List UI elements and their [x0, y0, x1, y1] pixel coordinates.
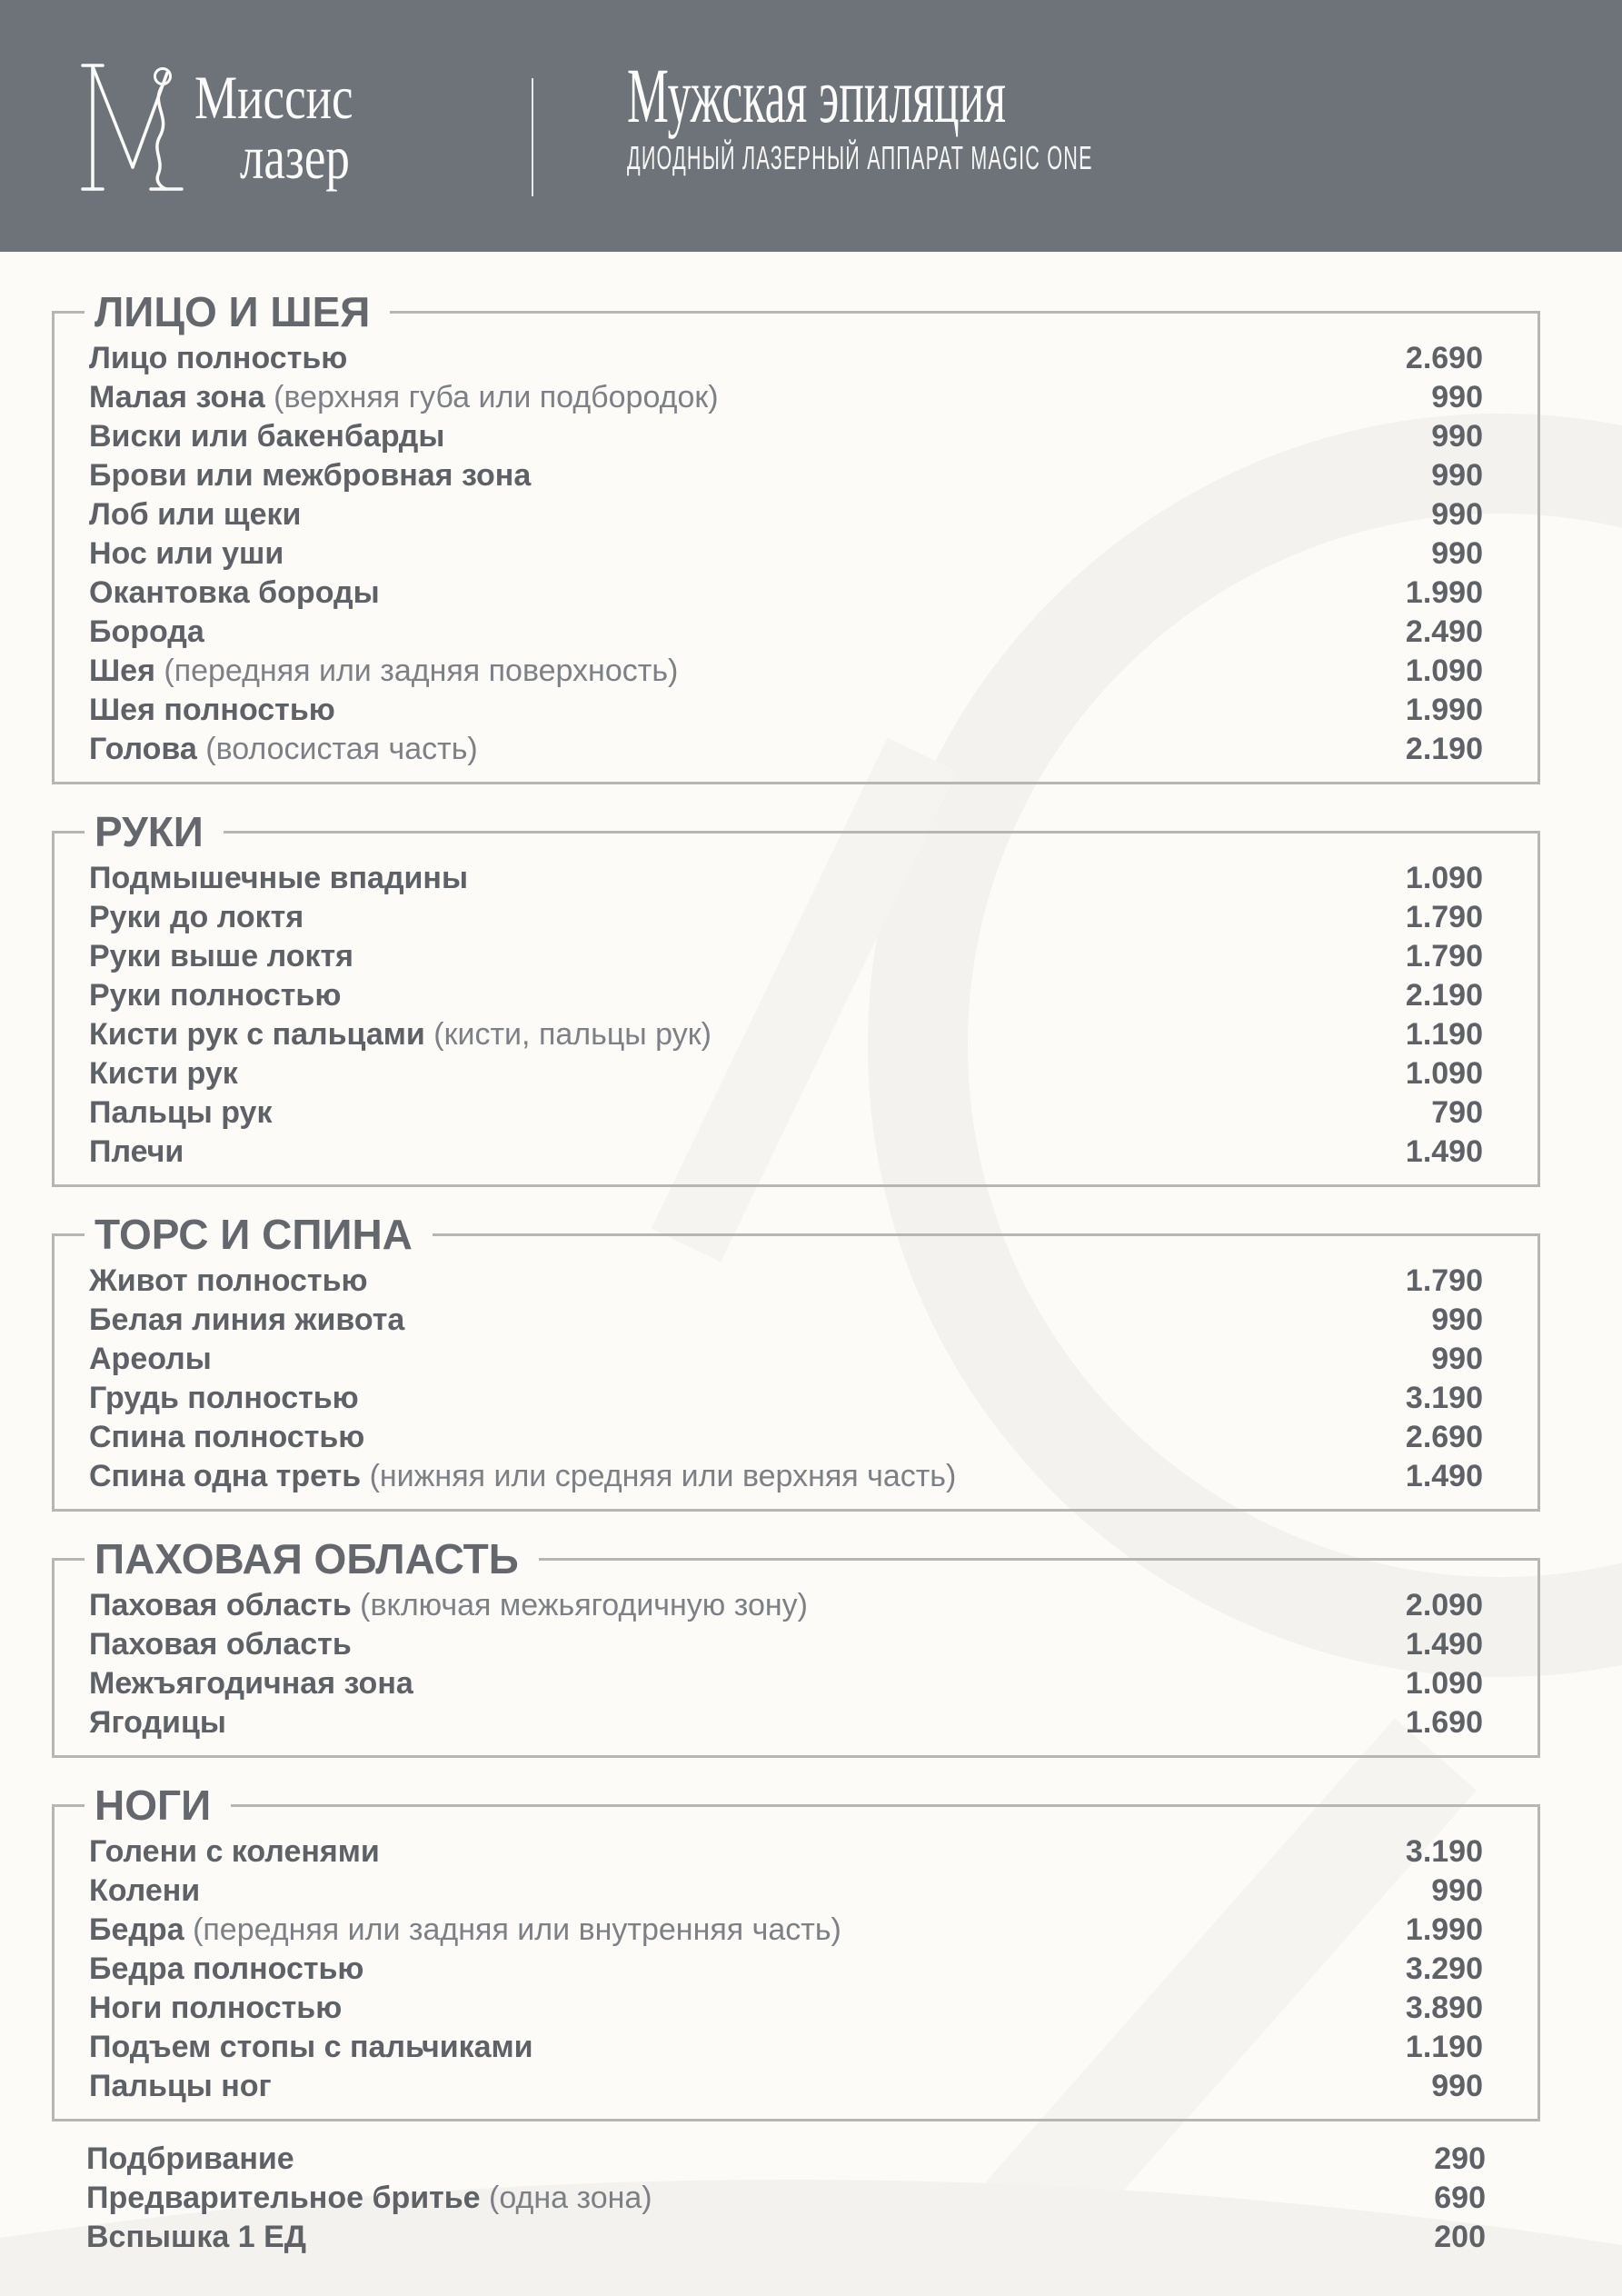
item-row	[89, 2067, 1483, 2106]
ml-monogram-icon	[78, 55, 189, 198]
section-title: РУКИ	[95, 808, 204, 855]
item-price: 3.190	[1405, 1381, 1483, 1415]
item-row	[89, 1379, 1483, 1418]
item-row	[89, 534, 1483, 574]
item-name: Шея полностью	[89, 693, 335, 727]
item-text	[89, 495, 1356, 534]
item-row	[86, 2179, 1486, 2218]
item-row	[89, 1832, 1483, 1872]
item-price: 2.190	[1405, 978, 1483, 1013]
section-box	[52, 288, 1540, 784]
section-heading	[52, 808, 1540, 855]
item-row	[89, 456, 1483, 495]
item-text	[89, 574, 1356, 613]
item-name: Подъем стопы с пальчиками	[89, 2030, 533, 2064]
item-row	[89, 1989, 1483, 2028]
item-row	[89, 495, 1483, 534]
section-title: ПАХОВАЯ ОБЛАСТЬ	[95, 1535, 519, 1582]
item-price: 990	[1431, 1342, 1483, 1376]
item-name: Грудь полностью	[89, 1381, 359, 1415]
item-price: 1.090	[1405, 1666, 1483, 1701]
item-row	[89, 1133, 1483, 1172]
item-text	[89, 1703, 1356, 1742]
section-title-rule-left	[52, 311, 85, 314]
item-row	[89, 730, 1483, 769]
item-name: Борода	[89, 614, 204, 649]
item-text	[89, 898, 1356, 937]
item-name: Паховая область	[89, 1627, 352, 1662]
item-price: 1.090	[1405, 654, 1483, 688]
item-name: Лицо полностью	[89, 341, 348, 375]
item-text	[89, 417, 1356, 456]
item-row	[89, 1418, 1483, 1457]
item-text	[89, 1133, 1356, 1172]
item-name: Подмышечные впадины	[89, 861, 468, 895]
item-price: 990	[1431, 1303, 1483, 1337]
section-box	[52, 1535, 1540, 1758]
item-name: Паховая область	[89, 1588, 352, 1622]
section-box	[52, 808, 1540, 1187]
item-price: 3.290	[1405, 1952, 1483, 1986]
item-name: Кисти рук	[89, 1056, 238, 1091]
section-title-rule-right	[390, 311, 1540, 314]
item-text	[89, 1262, 1356, 1301]
item-row	[89, 1664, 1483, 1703]
item-name: Бедра	[89, 1912, 184, 1947]
item-price: 2.690	[1405, 1420, 1483, 1454]
item-row	[89, 1625, 1483, 1664]
item-text	[89, 859, 1356, 898]
item-row	[89, 1093, 1483, 1133]
item-row	[89, 417, 1483, 456]
item-price: 290	[1434, 2141, 1486, 2176]
item-text	[89, 613, 1356, 652]
item-price: 2.090	[1405, 1588, 1483, 1622]
section-title: ЛИЦО И ШЕЯ	[95, 288, 371, 335]
item-text	[89, 691, 1356, 730]
item-row	[89, 976, 1483, 1015]
item-price: 1.990	[1405, 1912, 1483, 1947]
item-text	[89, 534, 1356, 574]
item-text	[89, 1340, 1356, 1379]
item-price: 990	[1431, 380, 1483, 414]
item-row	[89, 1457, 1483, 1496]
section-title: НОГИ	[95, 1782, 212, 1829]
item-name: Руки полностью	[89, 978, 342, 1013]
item-text	[89, 1457, 1356, 1496]
item-row	[89, 1054, 1483, 1093]
item-name: Шея	[89, 654, 155, 688]
item-text	[89, 976, 1356, 1015]
item-price: 990	[1431, 536, 1483, 571]
item-name: Малая зона	[89, 380, 265, 414]
section-title-rule-left	[52, 1558, 85, 1561]
item-text	[89, 1989, 1356, 2028]
item-text	[89, 937, 1356, 976]
item-price: 990	[1431, 458, 1483, 493]
item-name: Ноги полностью	[89, 1991, 343, 2025]
item-name: Ягодицы	[89, 1705, 226, 1740]
item-row	[89, 898, 1483, 937]
item-name: Колени	[89, 1873, 201, 1908]
header-divider	[532, 78, 533, 196]
item-price: 2.190	[1405, 732, 1483, 766]
item-text	[89, 730, 1356, 769]
section-heading	[52, 1211, 1540, 1258]
item-price: 990	[1431, 1873, 1483, 1908]
page-title: Мужская эпиляция	[627, 52, 1006, 139]
item-name: Бедра полностью	[89, 1952, 364, 1986]
item-text	[89, 339, 1356, 378]
item-row	[89, 1262, 1483, 1301]
brand-name	[194, 63, 353, 192]
item-text	[89, 1093, 1356, 1133]
item-row	[89, 652, 1483, 691]
item-price: 1.790	[1405, 939, 1483, 973]
item-note: (верхняя губа или подбородок)	[274, 380, 719, 414]
item-text	[89, 2067, 1356, 2106]
section-box	[52, 2132, 1540, 2270]
item-name: Пальцы ног	[89, 2069, 272, 2103]
item-price: 1.990	[1405, 693, 1483, 727]
item-price: 3.190	[1405, 1834, 1483, 1869]
item-row	[89, 1340, 1483, 1379]
item-text	[89, 1911, 1356, 1950]
item-name: Ареолы	[89, 1342, 212, 1376]
brand-name-line2: лазер	[239, 123, 350, 192]
item-price: 1.690	[1405, 1705, 1483, 1740]
item-price: 690	[1434, 2181, 1486, 2215]
header-banner	[0, 0, 1622, 252]
item-name: Подбривание	[86, 2141, 294, 2176]
item-price: 1.990	[1405, 575, 1483, 610]
item-name: Голени с коленями	[89, 1834, 380, 1869]
item-text	[89, 1301, 1356, 1340]
item-text	[86, 2179, 1358, 2218]
item-note: (кисти, пальцы рук)	[433, 1017, 711, 1052]
section-heading	[52, 288, 1540, 335]
item-price: 1.090	[1405, 1056, 1483, 1091]
item-text	[89, 2028, 1356, 2067]
item-name: Живот полностью	[89, 1263, 368, 1298]
item-name: Руки до локтя	[89, 900, 304, 934]
item-row	[89, 2028, 1483, 2067]
item-name: Нос или уши	[89, 536, 284, 571]
item-row	[89, 1703, 1483, 1742]
item-name: Спина одна треть	[89, 1459, 362, 1493]
item-name: Лоб или щеки	[89, 497, 302, 532]
item-row	[89, 1950, 1483, 1989]
item-name: Брови или межбровная зона	[89, 458, 532, 493]
section-title-rule-right	[224, 831, 1540, 834]
item-row	[89, 1301, 1483, 1340]
item-text	[86, 2140, 1358, 2179]
item-name: Межъягодичная зона	[89, 1666, 413, 1701]
brand-name-line1: Миссис	[194, 63, 353, 132]
item-price: 3.890	[1405, 1991, 1483, 2025]
section-title-rule-right	[433, 1233, 1540, 1236]
title-block	[627, 53, 1404, 176]
item-row	[89, 574, 1483, 613]
item-price: 990	[1431, 419, 1483, 454]
item-row	[89, 613, 1483, 652]
item-row	[89, 691, 1483, 730]
section-title-rule-left	[52, 831, 85, 834]
item-price: 2.690	[1405, 341, 1483, 375]
item-row	[89, 339, 1483, 378]
item-text	[89, 1015, 1356, 1054]
item-text	[89, 1832, 1356, 1872]
section-title-rule-left	[52, 1233, 85, 1236]
item-price: 990	[1431, 497, 1483, 532]
item-price: 1.190	[1405, 2030, 1483, 2064]
item-text	[86, 2218, 1358, 2257]
section-title-rule-left	[52, 1804, 85, 1807]
item-name: Вспышка 1 ЕД	[86, 2220, 307, 2254]
item-note: (передняя или задняя или внутренняя часть)	[193, 1912, 841, 1947]
item-name: Белая линия живота	[89, 1303, 405, 1337]
section-box	[52, 1782, 1540, 2121]
item-price: 1.490	[1405, 1627, 1483, 1662]
item-name: Голова	[89, 732, 197, 766]
item-text	[89, 1418, 1356, 1457]
item-text	[89, 1054, 1356, 1093]
item-row	[89, 1911, 1483, 1950]
item-price: 990	[1431, 2069, 1483, 2103]
section-title: ТОРС И СПИНА	[95, 1211, 413, 1258]
section-heading	[52, 1535, 1540, 1582]
page-subtitle: ДИОДНЫЙ ЛАЗЕРНЫЙ АППАРАТ MAGIC ONE	[627, 139, 1093, 176]
item-row	[89, 378, 1483, 417]
item-row	[89, 1586, 1483, 1625]
item-price: 1.190	[1405, 1017, 1483, 1052]
item-price: 790	[1431, 1095, 1483, 1130]
item-name: Руки выше локтя	[89, 939, 354, 973]
item-price: 1.790	[1405, 900, 1483, 934]
item-text	[89, 1664, 1356, 1703]
price-sections	[52, 288, 1540, 2270]
item-name: Предварительное бритье	[86, 2181, 481, 2215]
item-price: 200	[1434, 2220, 1486, 2254]
item-name: Пальцы рук	[89, 1095, 273, 1130]
item-note: (нижняя или средняя или верхняя часть)	[369, 1459, 957, 1493]
item-text	[89, 1950, 1356, 1989]
item-text	[89, 456, 1356, 495]
item-name: Плечи	[89, 1134, 184, 1169]
item-text	[89, 652, 1356, 691]
item-name: Спина полностью	[89, 1420, 365, 1454]
item-row	[86, 2218, 1486, 2257]
item-row	[89, 1872, 1483, 1911]
item-text	[89, 1379, 1356, 1418]
item-price: 2.490	[1405, 614, 1483, 649]
item-note: (передняя или задняя поверхность)	[164, 654, 679, 688]
item-text	[89, 378, 1356, 417]
section-heading	[52, 1782, 1540, 1829]
section-title-rule-right	[231, 1804, 1540, 1807]
item-text	[89, 1625, 1356, 1664]
item-price: 1.490	[1405, 1459, 1483, 1493]
item-text	[89, 1872, 1356, 1911]
item-name: Окантовка бороды	[89, 575, 380, 610]
item-note: (включая межьягодичную зону)	[360, 1588, 808, 1622]
item-row	[89, 859, 1483, 898]
item-name: Кисти рук с пальцами	[89, 1017, 425, 1052]
section-box	[52, 1211, 1540, 1512]
item-note: (одна зона)	[489, 2181, 652, 2215]
item-note: (волосистая часть)	[205, 732, 478, 766]
item-price: 1.490	[1405, 1134, 1483, 1169]
section-title-rule-right	[539, 1558, 1540, 1561]
item-name: Виски или бакенбарды	[89, 419, 445, 454]
item-text	[89, 1586, 1356, 1625]
item-row	[86, 2140, 1486, 2179]
item-price: 1.790	[1405, 1263, 1483, 1298]
item-row	[89, 1015, 1483, 1054]
item-price: 1.090	[1405, 861, 1483, 895]
item-row	[89, 937, 1483, 976]
